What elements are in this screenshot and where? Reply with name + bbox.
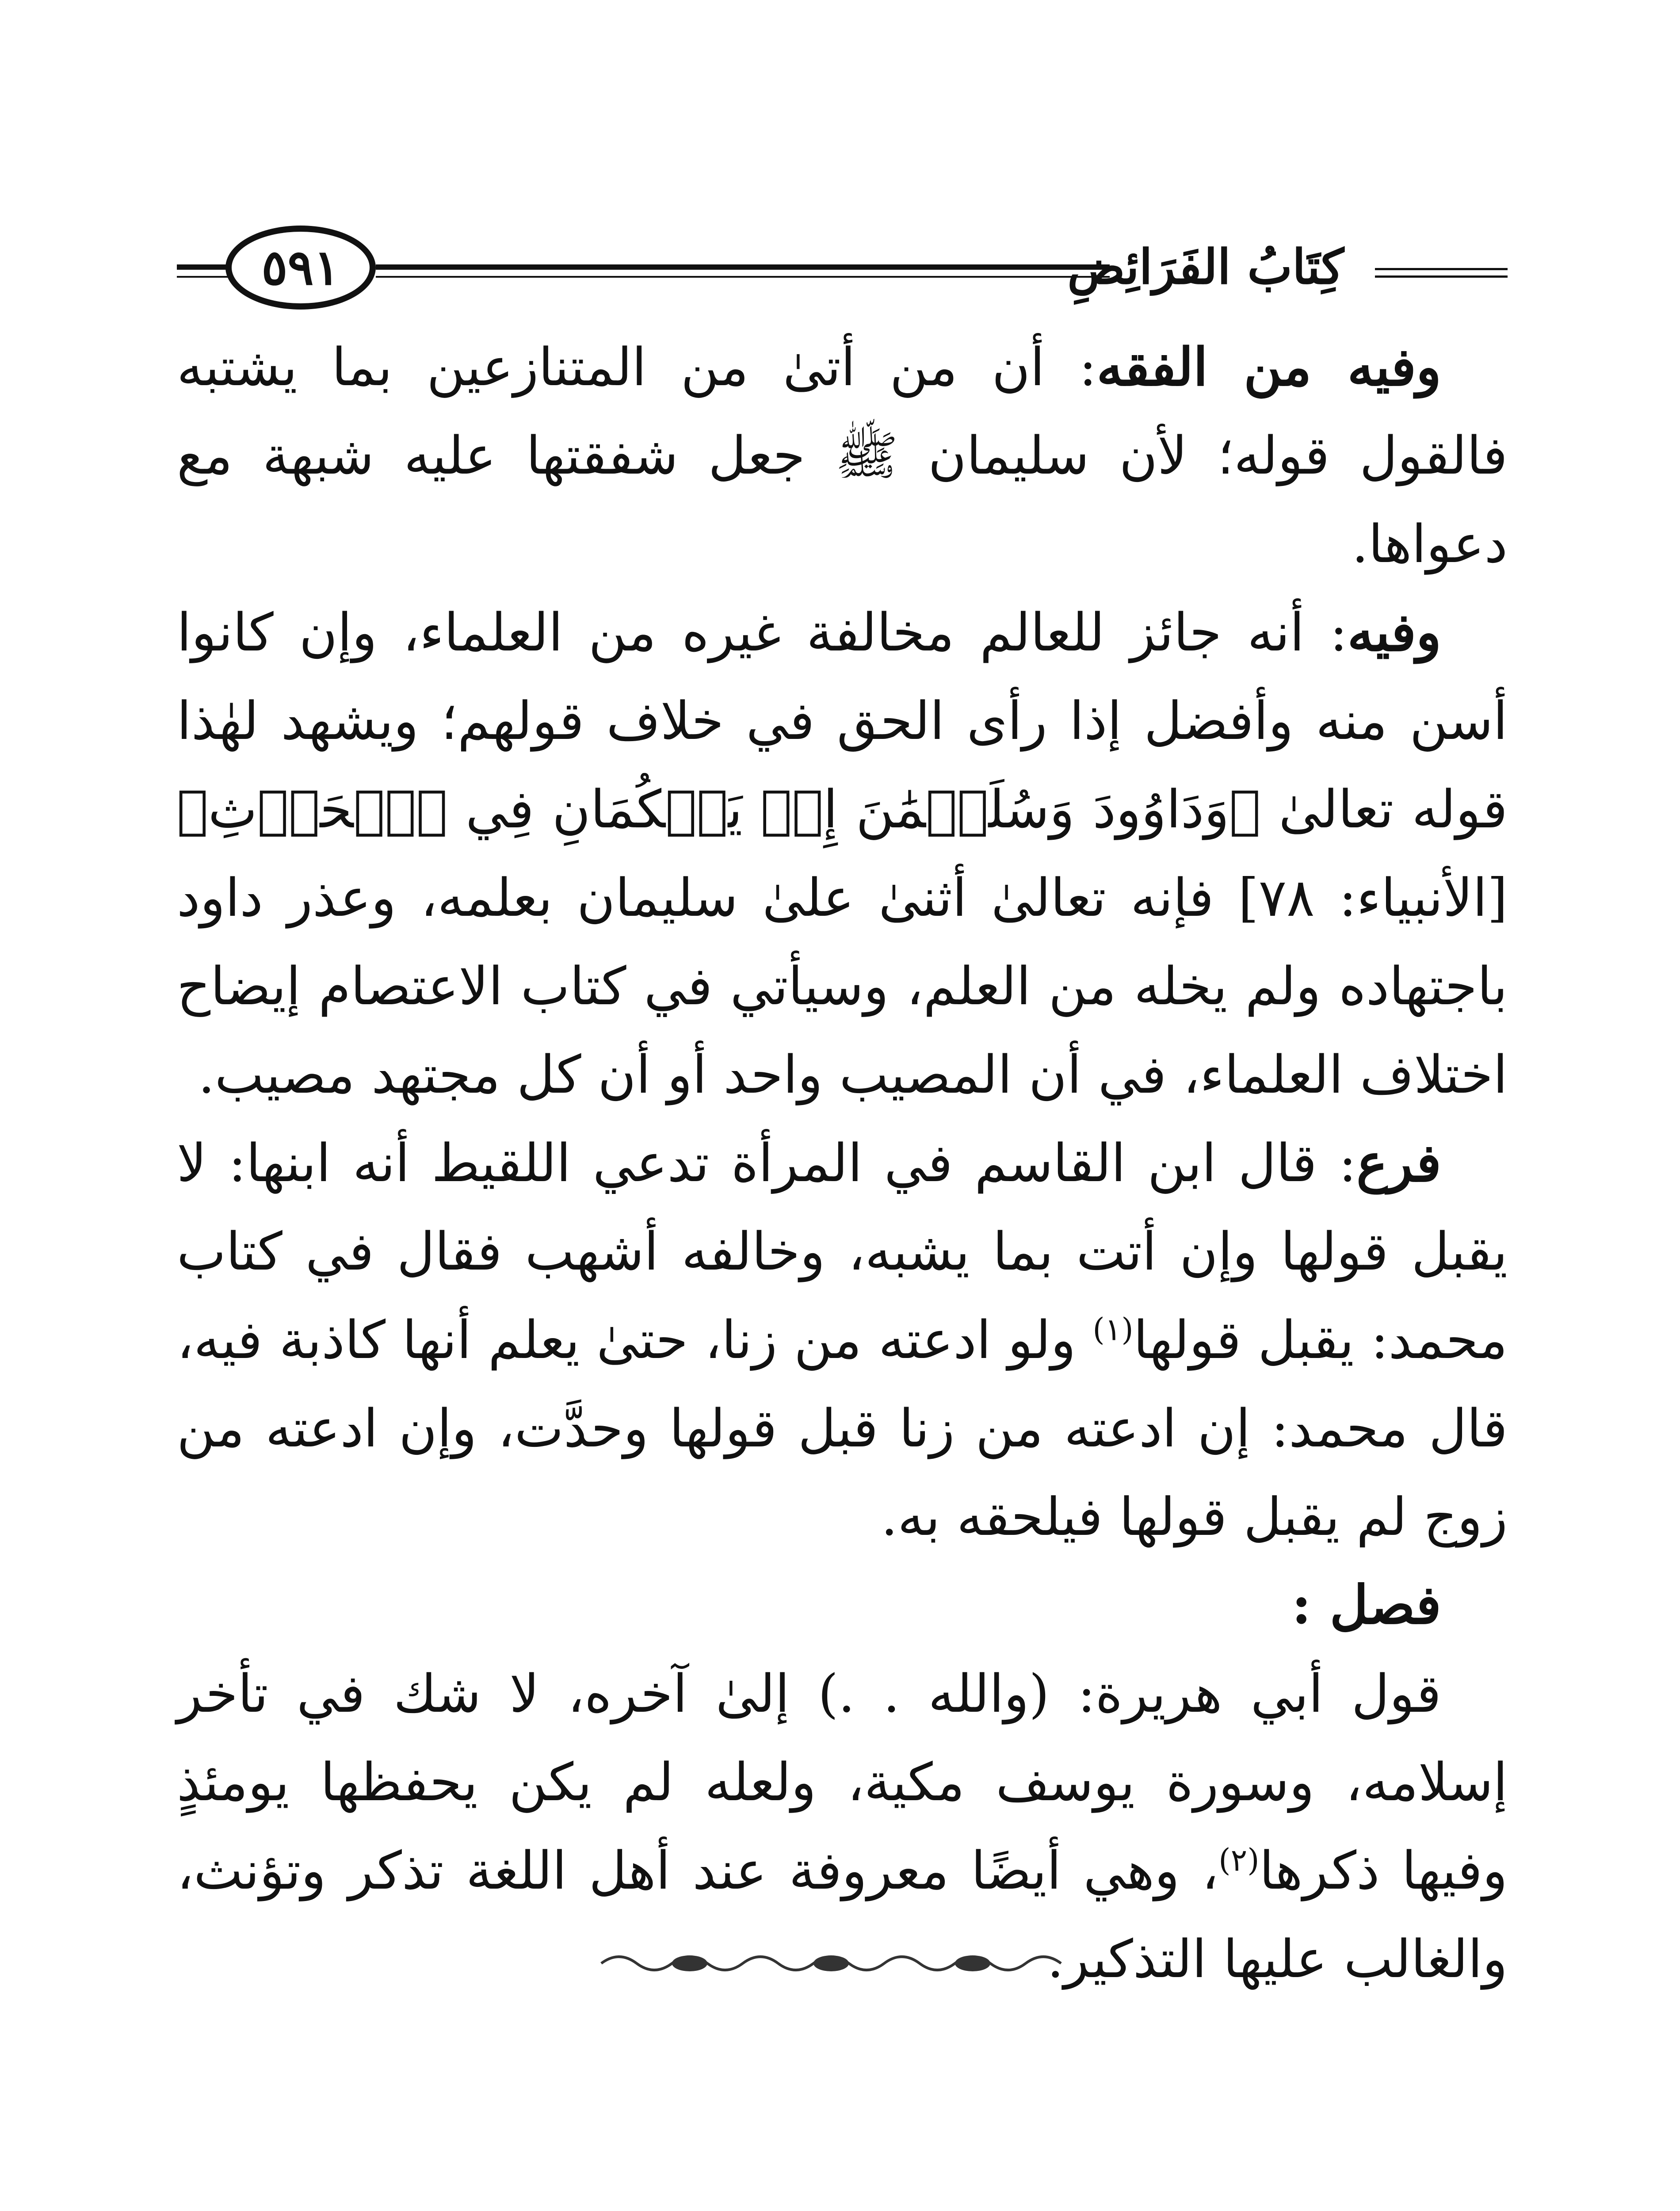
page-header	[177, 226, 1508, 310]
paragraph-3-text-a: : قال ابن القاسم في المرأة تدعي اللقيط أنه ابنها: لا يقبل قولها وإن أتت بما يشبه، وخالفه أشهب فقال في كتاب محمد: يقبل قولها	[177, 1132, 1508, 1370]
paragraph-2	[177, 588, 1508, 1119]
header-rule-middle	[376, 264, 1110, 270]
book-title: كِتَابُ الفَرَائِضِ	[1067, 239, 1344, 295]
header-rule-left	[177, 264, 230, 270]
paragraph-1-lead: وفيه من الفقه	[1096, 336, 1441, 398]
ornament-divider-icon	[592, 1946, 1070, 1981]
section-heading	[177, 1561, 1508, 1649]
paragraph-2-lead: وفيه	[1347, 601, 1441, 663]
footnote-ref-1[interactable]: (١)	[1092, 1311, 1134, 1348]
footnote-ref-2[interactable]: (٢)	[1218, 1842, 1260, 1878]
page-number-badge	[225, 226, 376, 310]
paragraph-1	[177, 323, 1508, 588]
page-number: ٥٩١	[261, 239, 340, 296]
paragraph-3	[177, 1119, 1508, 1561]
header-rule-right	[1375, 268, 1508, 278]
paragraph-4-text-a: قول أبي هريرة: (والله . .) إلىٰ آخره، لا شك في تأخر إسلامه، وسورة يوسف مكية، ولعله لم يكن يحفظها يومئذٍ وفيها ذكرها	[177, 1663, 1508, 1901]
paragraph-1-text: : أن من أتىٰ من المتنازعين بما يشتبه فالقول قوله؛ لأن سليمان ﷺ جعل شفقتها عليه شبهة مع دعواها.	[177, 337, 1508, 574]
paragraph-2-text: : أنه جائز للعالم مخالفة غيره من العلماء، وإن كانوا أسن منه وأفضل إذا رأى الحق في خلاف قولهم؛ ويشهد لهٰذا قوله تعالىٰ ﴿وَدَاوُودَ وَسُلَيۡمَٰنَ إِذۡ يَحۡكُمَانِ فِي ٱلۡحَرۡثِ﴾ [الأنبياء: ٧٨] فإنه تعالىٰ أثنىٰ علىٰ سليمان بعلمه، وعذر داود باجتهاده ولم يخله من العلم، وسيأتي في كتاب الاعتصام إيضاح اختلاف العلماء، في أن المصيب واحد أو أن كل مجتهد مصيب.	[177, 602, 1508, 1105]
paragraph-3-text-b: ولو ادعته من زنا، حتىٰ يعلم أنها كاذبة فيه، قال محمد: إن ادعته من زنا قبل قولها وحدَّت، وإن ادعته من زوج لم يقبل قولها فيلحقه به.	[177, 1309, 1508, 1547]
paragraph-3-lead: فرع	[1356, 1132, 1441, 1193]
paragraph-4-text-b: ، وهي أيضًا معروفة عند أهل اللغة تذكر وتؤنث، والغالب عليها التذكير.	[177, 1840, 1508, 1989]
section-heading-text: فصل :	[1291, 1574, 1441, 1636]
main-text	[177, 323, 1508, 2003]
